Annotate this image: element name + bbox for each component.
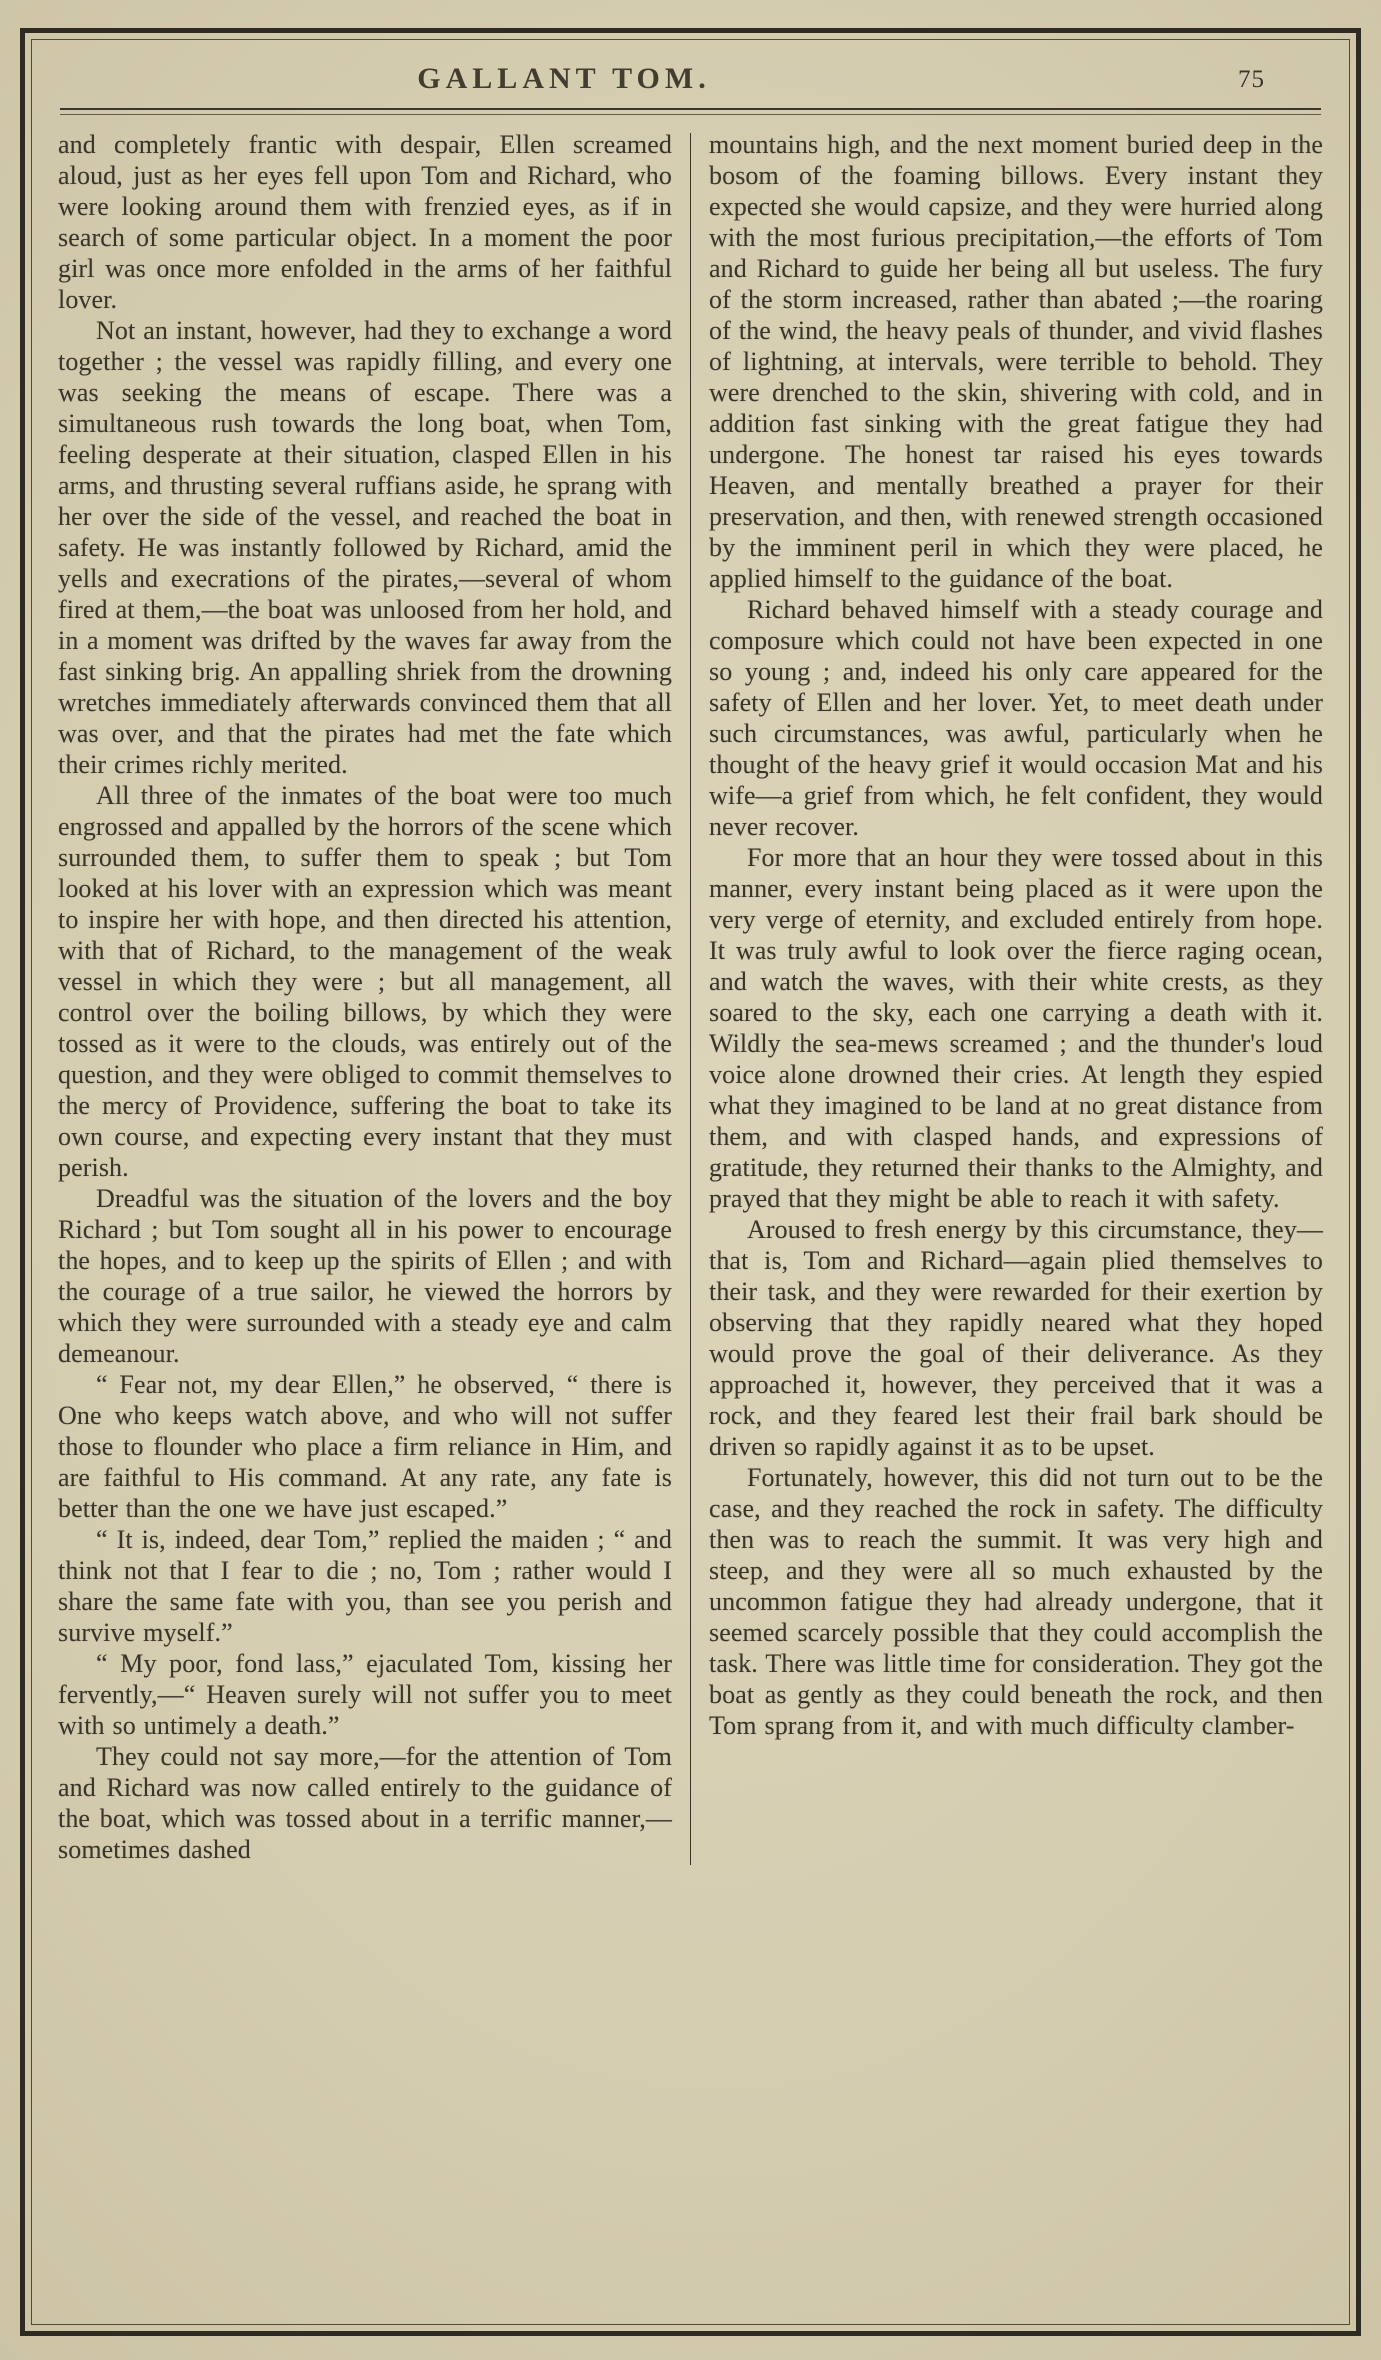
paragraph: “ My poor, fond lass,” ejaculated Tom, kissing her fervently,—“ Heaven surely will not suffer you to meet with so untimely a death.” xyxy=(58,1649,672,1740)
inner-frame xyxy=(31,39,1350,2325)
paragraph: All three of the inmates of the boat were too much engrossed and appalled by the horrors of the scene which surrounded them, to suffer them to speak ; but Tom looked at his lover with an expression which was meant to inspire her with hope, and then directed his attention, with that of Richard, to the management of the weak vessel in which they were ; but all management, all control over the boiling billows, by which they were tossed as it were to the clouds, was entirely out of the question, and they were obliged to commit themselves to the mercy of Providence, suffering the boat to take its own course, and expecting every instant that they must perish. xyxy=(58,781,672,1182)
column-divider xyxy=(690,133,691,1865)
header-row xyxy=(58,54,1323,108)
paragraph: “ Fear not, my dear Ellen,” he observed, “ there is One who keeps watch above, and who will not suffer those to flounder who place a firm reliance in Him, and are faithful to His command. At any rate, any fate is better than the one we have just escaped.” xyxy=(58,1370,672,1523)
paragraph: and completely frantic with despair, Ellen screamed aloud, just as her eyes fell upon Tom and Richard, who were looking around them with frenzied eyes, as if in search of some particular object. In a moment the poor girl was once more enfolded in the arms of her faithful lover. xyxy=(58,130,672,314)
page-frame xyxy=(20,28,1361,2336)
page-number: 75 xyxy=(1238,66,1265,93)
paragraph: mountains high, and the next moment buried deep in the bosom of the foaming billows. Every instant they expected she would capsize, and they were hurried along with the most furious precipitation,—the efforts of Tom and Richard to guide her being all but useless. The fury of the storm increased, rather than abated ;—the roaring of the wind, the heavy peals of thunder, and vivid flashes of lightning, at intervals, were terrible to behold. They were drenched to the skin, shivering with cold, and in addition fast sinking with the great fatigue they had undergone. The honest tar raised his eyes towards Heaven, and mentally breathed a prayer for their preservation, and then, with renewed strength occasioned by the imminent peril in which they were placed, he applied himself to the guidance of the boat. xyxy=(709,130,1323,593)
paragraph: They could not say more,—for the attention of Tom and Richard was now called entirely to the guidance of the boat, which was tossed about in a terrific manner,—sometimes dashed xyxy=(58,1742,672,1864)
paragraph: Aroused to fresh energy by this circumstance, they—that is, Tom and Richard—again plied themselves to their task, and they were rewarded for their exertion by observing that they rapidly neared what they hoped would prove the goal of their deliverance. As they approached it, however, they perceived that it was a rock, and they feared lest their frail bark should be driven so rapidly against it as to be upset. xyxy=(709,1215,1323,1461)
header-rule xyxy=(60,108,1321,115)
paragraph: “ It is, indeed, dear Tom,” replied the maiden ; “ and think not that I fear to die ; no, Tom ; rather would I share the same fate with you, than see you perish and survive myself.” xyxy=(58,1525,672,1647)
page-content xyxy=(32,40,1349,2324)
paragraph: Fortunately, however, this did not turn out to be the case, and they reached the rock in safety. The difficulty then was to reach the summit. It was very high and steep, and they were all so much exhausted by the uncommon fatigue they had already undergone, that it seemed scarcely possible that they could accomplish the task. There was little time for consideration. They got the boat as gently as they could beneath the rock, and then Tom sprang from it, and with much difficulty clamber- xyxy=(709,1463,1323,1740)
paragraph: Dreadful was the situation of the lovers and the boy Richard ; but Tom sought all in his power to encourage the hopes, and to keep up the spirits of Ellen ; and with the courage of a true sailor, he viewed the horrors by which they were surrounded with a steady eye and calm demeanour. xyxy=(58,1184,672,1368)
left-column xyxy=(58,129,672,1865)
paragraph: Not an instant, however, had they to exchange a word together ; the vessel was rapidly filling, and every one was seeking the means of escape. There was a simultaneous rush towards the long boat, when Tom, feeling desperate at their situation, clasped Ellen in his arms, and thrusting several ruffians aside, he sprang with her over the side of the vessel, and reached the boat in safety. He was instantly followed by Richard, amid the yells and execrations of the pirates,—several of whom fired at them,—the boat was unloosed from her hold, and in a moment was drifted by the waves far away from the fast sinking brig. An appalling shriek from the drowning wretches immediately afterwards convinced them that all was over, and that the pirates had met the fate which their crimes richly merited. xyxy=(58,316,672,779)
paragraph: Richard behaved himself with a steady courage and composure which could not have been expected in one so young ; and, indeed his only care appeared for the safety of Ellen and her lover. Yet, to meet death under such circumstances, was awful, particularly when he thought of the heavy grief it would occasion Mat and his wife—a grief from which, he felt confident, they would never recover. xyxy=(709,595,1323,841)
page-header xyxy=(58,54,1323,115)
text-columns xyxy=(58,129,1323,1865)
paragraph: For more that an hour they were tossed about in this manner, every instant being placed as it were upon the very verge of eternity, and excluded entirely from hope. It was truly awful to look over the fierce raging ocean, and watch the waves, with their white crests, as they soared to the sky, each one carrying a death with it. Wildly the sea-mews screamed ; and the thunder's loud voice alone drowned their cries. At length they espied what they imagined to be land at no great distance from them, and with clasped hands, and expressions of gratitude, they returned their thanks to the Almighty, and prayed that they might be able to reach it with safety. xyxy=(709,843,1323,1213)
running-title: GALLANT TOM. xyxy=(417,62,711,95)
right-column xyxy=(709,129,1323,1865)
